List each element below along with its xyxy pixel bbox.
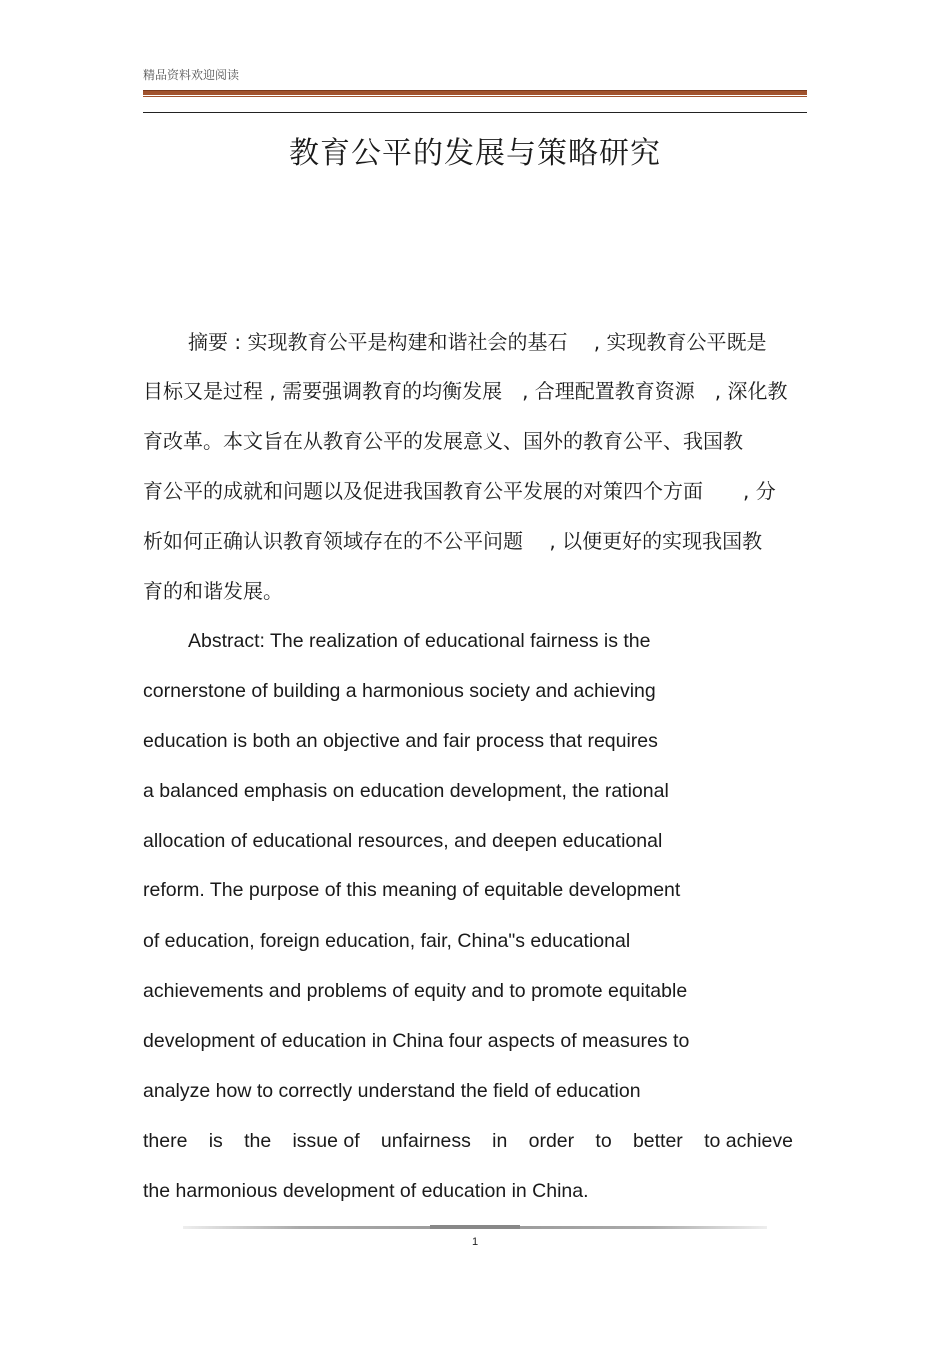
word: to achieve — [704, 1130, 793, 1152]
abstract-en-line: analyze how to correctly understand the field of education — [143, 1080, 641, 1102]
word: better — [632, 1130, 683, 1152]
footer-rule-accent — [430, 1225, 520, 1229]
page-number: 1 — [471, 1236, 479, 1248]
word: in — [492, 1130, 508, 1152]
word: unfairness — [380, 1130, 471, 1152]
word: to — [595, 1130, 612, 1152]
abstract-en-line: education is both an objective and fair process that requires — [143, 730, 658, 752]
abstract-cn-line: 目标又是过程 , 需要强调教育的均衡发展 , 合理配置教育资源 , 深化教 — [143, 379, 788, 403]
word: order — [528, 1130, 575, 1152]
document-title: 教育公平的发展与策略研究 — [289, 136, 661, 171]
abstract-en-line: reform. The purpose of this meaning of equitable development — [143, 879, 681, 901]
abstract-en-line: allocation of educational resources, and deepen educational — [143, 830, 663, 852]
abstract-cn-line: 育的和谐发展。 — [143, 579, 283, 603]
header-rule-mid — [143, 96, 807, 97]
abstract-en-line: achievements and problems of equity and to promote equitable — [143, 980, 688, 1002]
abstract-cn-line: 育改革。本文旨在从教育公平的发展意义、国外的教育公平、我国教 — [143, 429, 743, 453]
abstract-en-line: development of education in China four aspects of measures to — [143, 1030, 690, 1052]
page-header-text: 精品资料欢迎阅读 — [143, 68, 240, 82]
word: there — [143, 1130, 188, 1152]
abstract-en-line: Abstract: The realization of educational fairness is the — [188, 630, 651, 652]
abstract-en-line: the harmonious development of education in China. — [143, 1180, 589, 1202]
header-rule-thick — [143, 90, 807, 95]
word: is — [208, 1130, 223, 1152]
word: the — [244, 1130, 272, 1152]
header-rule-thin — [143, 112, 807, 113]
abstract-en-line: a balanced emphasis on education development, the rational — [143, 780, 669, 802]
abstract-en-line: of education, foreign education, fair, China"s educational — [143, 930, 631, 952]
abstract-en-line: cornerstone of building a harmonious society and achieving — [143, 680, 656, 702]
abstract-cn-line: 摘要 : 实现教育公平是构建和谐社会的基石 , 实现教育公平既是 — [188, 330, 767, 354]
abstract-cn-line: 育公平的成就和问题以及促进我国教育公平发展的对策四个方面 , 分 — [143, 479, 776, 503]
word: issue of — [292, 1130, 360, 1152]
abstract-en-justified-line — [143, 1128, 793, 1154]
abstract-cn-line: 析如何正确认识教育领域存在的不公平问题 , 以便更好的实现我国教 — [143, 529, 763, 553]
